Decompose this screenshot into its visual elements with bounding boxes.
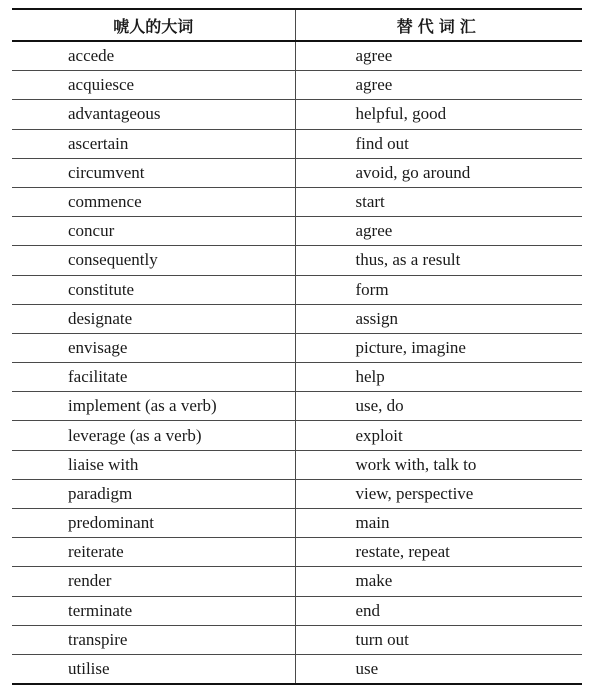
- fancy-word-cell: implement (as a verb): [12, 392, 295, 421]
- table-row: [12, 421, 582, 450]
- fancy-word-cell: designate: [12, 304, 295, 333]
- table-row: [12, 129, 582, 158]
- word-substitution-table: [12, 8, 582, 685]
- alternative-word-cell: work with, talk to: [295, 450, 582, 479]
- fancy-word-cell: facilitate: [12, 363, 295, 392]
- alternative-word-cell: find out: [295, 129, 582, 158]
- alternative-word-cell: help: [295, 363, 582, 392]
- fancy-word-cell: reiterate: [12, 538, 295, 567]
- table-row: [12, 217, 582, 246]
- fancy-word-cell: concur: [12, 217, 295, 246]
- fancy-word-cell: circumvent: [12, 158, 295, 187]
- alternative-word-cell: thus, as a result: [295, 246, 582, 275]
- fancy-word-cell: consequently: [12, 246, 295, 275]
- alternative-word-cell: picture, imagine: [295, 333, 582, 362]
- table-row: [12, 509, 582, 538]
- fancy-word-cell: liaise with: [12, 450, 295, 479]
- fancy-word-cell: constitute: [12, 275, 295, 304]
- table-row: [12, 625, 582, 654]
- table-row: [12, 567, 582, 596]
- table-row: [12, 304, 582, 333]
- alternative-word-cell: restate, repeat: [295, 538, 582, 567]
- fancy-word-cell: transpire: [12, 625, 295, 654]
- alternative-word-cell: agree: [295, 217, 582, 246]
- table-row: [12, 450, 582, 479]
- table-row: [12, 596, 582, 625]
- alternative-word-cell: view, perspective: [295, 479, 582, 508]
- fancy-word-cell: acquiesce: [12, 71, 295, 100]
- word-table-container: [12, 8, 582, 685]
- table-row: [12, 654, 582, 684]
- alternative-word-cell: exploit: [295, 421, 582, 450]
- alternative-word-cell: helpful, good: [295, 100, 582, 129]
- fancy-word-cell: paradigm: [12, 479, 295, 508]
- table-body: [12, 41, 582, 684]
- table-row: [12, 71, 582, 100]
- alternative-word-cell: start: [295, 187, 582, 216]
- alternative-word-cell: make: [295, 567, 582, 596]
- table-row: [12, 100, 582, 129]
- fancy-word-cell: leverage (as a verb): [12, 421, 295, 450]
- table-row: [12, 538, 582, 567]
- fancy-word-cell: accede: [12, 41, 295, 71]
- header-alternative-words: 替代词汇: [396, 16, 481, 36]
- table-row: [12, 363, 582, 392]
- fancy-word-cell: render: [12, 567, 295, 596]
- table-row: [12, 479, 582, 508]
- alternative-word-cell: agree: [295, 71, 582, 100]
- alternative-word-cell: use: [295, 654, 582, 684]
- table-row: [12, 187, 582, 216]
- table-row: [12, 246, 582, 275]
- alternative-word-cell: end: [295, 596, 582, 625]
- alternative-word-cell: use, do: [295, 392, 582, 421]
- fancy-word-cell: terminate: [12, 596, 295, 625]
- alternative-word-cell: avoid, go around: [295, 158, 582, 187]
- alternative-word-cell: assign: [295, 304, 582, 333]
- fancy-word-cell: envisage: [12, 333, 295, 362]
- alternative-word-cell: agree: [355, 46, 393, 66]
- header-fancy-words: 唬人的大词: [12, 9, 295, 41]
- table-row: [12, 392, 582, 421]
- alternative-word-cell: turn out: [295, 625, 582, 654]
- fancy-word-cell: predominant: [12, 509, 295, 538]
- table-row: [12, 158, 582, 187]
- table-row: [12, 333, 582, 362]
- table-row: [12, 275, 582, 304]
- table-header-row: [12, 9, 582, 41]
- alternative-word-cell: main: [295, 509, 582, 538]
- fancy-word-cell: advantageous: [12, 100, 295, 129]
- fancy-word-cell: commence: [12, 187, 295, 216]
- table-row: [12, 41, 582, 71]
- alternative-word-cell: form: [295, 275, 582, 304]
- fancy-word-cell: utilise: [12, 654, 295, 684]
- fancy-word-cell: ascertain: [12, 129, 295, 158]
